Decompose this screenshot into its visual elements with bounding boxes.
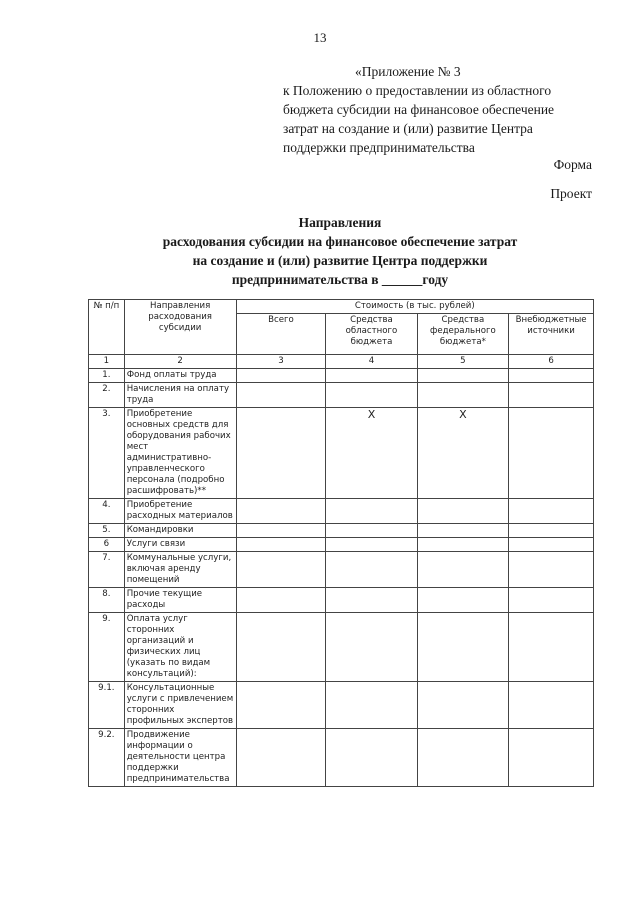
title-line: расходования субсидии на финансовое обеспечение затрат	[162, 234, 518, 249]
column-index: 1	[89, 355, 125, 369]
cell-offbudget	[509, 369, 594, 383]
table-row	[89, 408, 594, 499]
row-direction: Коммунальные услуги, включая аренду помещений	[124, 552, 236, 588]
cell-offbudget	[509, 552, 594, 588]
column-index: 3	[236, 355, 326, 369]
cell-offbudget	[509, 613, 594, 682]
cell-total	[236, 499, 326, 524]
row-number: 7.	[89, 552, 125, 588]
cell-total	[236, 408, 326, 499]
row-direction: Фонд оплаты труда	[124, 369, 236, 383]
cell-total	[236, 682, 326, 729]
cell-regional	[326, 588, 417, 613]
cell-federal	[417, 499, 509, 524]
header-offbudget: Внебюджетные источники	[509, 314, 594, 355]
cell-offbudget	[509, 682, 594, 729]
header-num: № п/п	[89, 300, 125, 355]
cell-regional	[326, 613, 417, 682]
column-index: 5	[417, 355, 509, 369]
row-direction: Прочие текущие расходы	[124, 588, 236, 613]
cell-federal	[417, 538, 509, 552]
cell-regional: Х	[326, 408, 417, 499]
header-regional: Средства областного бюджета	[326, 314, 417, 355]
header-federal: Средства федерального бюджета*	[417, 314, 509, 355]
cell-total	[236, 524, 326, 538]
row-number: 9.	[89, 613, 125, 682]
header-direction: Направления расходования субсидии	[124, 300, 236, 355]
cell-federal	[417, 369, 509, 383]
cell-federal	[417, 588, 509, 613]
cell-federal	[417, 524, 509, 538]
row-number: 4.	[89, 499, 125, 524]
title-line: на создание и (или) развитие Центра поддержки	[192, 253, 488, 268]
cell-total	[236, 613, 326, 682]
row-number: 3.	[89, 408, 125, 499]
appendix-line: поддержки предпринимательства	[283, 140, 475, 155]
cell-total	[236, 729, 326, 787]
cell-federal	[417, 613, 509, 682]
table-row	[89, 538, 594, 552]
table-row	[89, 729, 594, 787]
cell-offbudget	[509, 729, 594, 787]
column-index: 2	[124, 355, 236, 369]
cell-offbudget	[509, 524, 594, 538]
cell-total	[236, 552, 326, 588]
table-row	[89, 682, 594, 729]
appendix-line: к Положению о предоставлении из областного	[283, 83, 552, 98]
row-number: 6	[89, 538, 125, 552]
table-row	[89, 383, 594, 408]
cell-federal	[417, 383, 509, 408]
cell-regional	[326, 369, 417, 383]
appendix-block	[283, 62, 603, 157]
title-line: предпринимательства в ______году	[231, 272, 449, 287]
cell-offbudget	[509, 538, 594, 552]
table-row	[89, 613, 594, 682]
appendix-line: бюджета субсидии на финансовое обеспечение	[283, 102, 555, 117]
cell-regional	[326, 538, 417, 552]
title-line: Направления	[298, 215, 382, 230]
cell-federal	[417, 729, 509, 787]
row-direction: Начисления на оплату труда	[124, 383, 236, 408]
cell-total	[236, 383, 326, 408]
column-index: 4	[326, 355, 417, 369]
table-row	[89, 524, 594, 538]
cell-total	[236, 538, 326, 552]
row-number: 9.2.	[89, 729, 125, 787]
cell-regional	[326, 499, 417, 524]
cell-federal	[417, 552, 509, 588]
cell-regional	[326, 729, 417, 787]
row-direction: Командировки	[124, 524, 236, 538]
column-index-row	[89, 355, 594, 369]
row-number: 1.	[89, 369, 125, 383]
row-direction: Консультационные услуги с привлечением сторонних профильных экспертов	[124, 682, 236, 729]
row-direction: Приобретение основных средств для оборудования рабочих мест административно-управленческого персонала (подробно расшифровать)**	[124, 408, 236, 499]
expense-table	[88, 299, 594, 787]
cell-offbudget	[509, 408, 594, 499]
row-number: 9.1.	[89, 682, 125, 729]
table-row	[89, 499, 594, 524]
header-total: Всего	[236, 314, 326, 355]
cell-offbudget	[509, 499, 594, 524]
header-cost: Стоимость (в тыс. рублей)	[236, 300, 593, 314]
row-number: 5.	[89, 524, 125, 538]
row-direction: Продвижение информации о деятельности центра поддержки предпринимательства	[124, 729, 236, 787]
cell-offbudget	[509, 588, 594, 613]
cell-regional	[326, 524, 417, 538]
table-row	[89, 588, 594, 613]
row-direction: Оплата услуг сторонних организаций и физических лиц (указать по видам консультаций):	[124, 613, 236, 682]
form-label: Форма	[553, 157, 592, 172]
column-index: 6	[509, 355, 594, 369]
row-direction: Приобретение расходных материалов	[124, 499, 236, 524]
draft-label: Проект	[550, 186, 592, 201]
appendix-line: затрат на создание и (или) развитие Центра	[283, 121, 533, 136]
cell-regional	[326, 552, 417, 588]
cell-regional	[326, 383, 417, 408]
document-title	[90, 213, 590, 289]
cell-regional	[326, 682, 417, 729]
cell-federal	[417, 682, 509, 729]
page-number: 13	[313, 30, 327, 45]
cell-offbudget	[509, 383, 594, 408]
cell-federal: Х	[417, 408, 509, 499]
cell-total	[236, 369, 326, 383]
appendix-title: «Приложение № 3	[355, 64, 461, 79]
cell-total	[236, 588, 326, 613]
row-number: 8.	[89, 588, 125, 613]
table-row	[89, 369, 594, 383]
table-row	[89, 552, 594, 588]
row-direction: Услуги связи	[124, 538, 236, 552]
row-number: 2.	[89, 383, 125, 408]
